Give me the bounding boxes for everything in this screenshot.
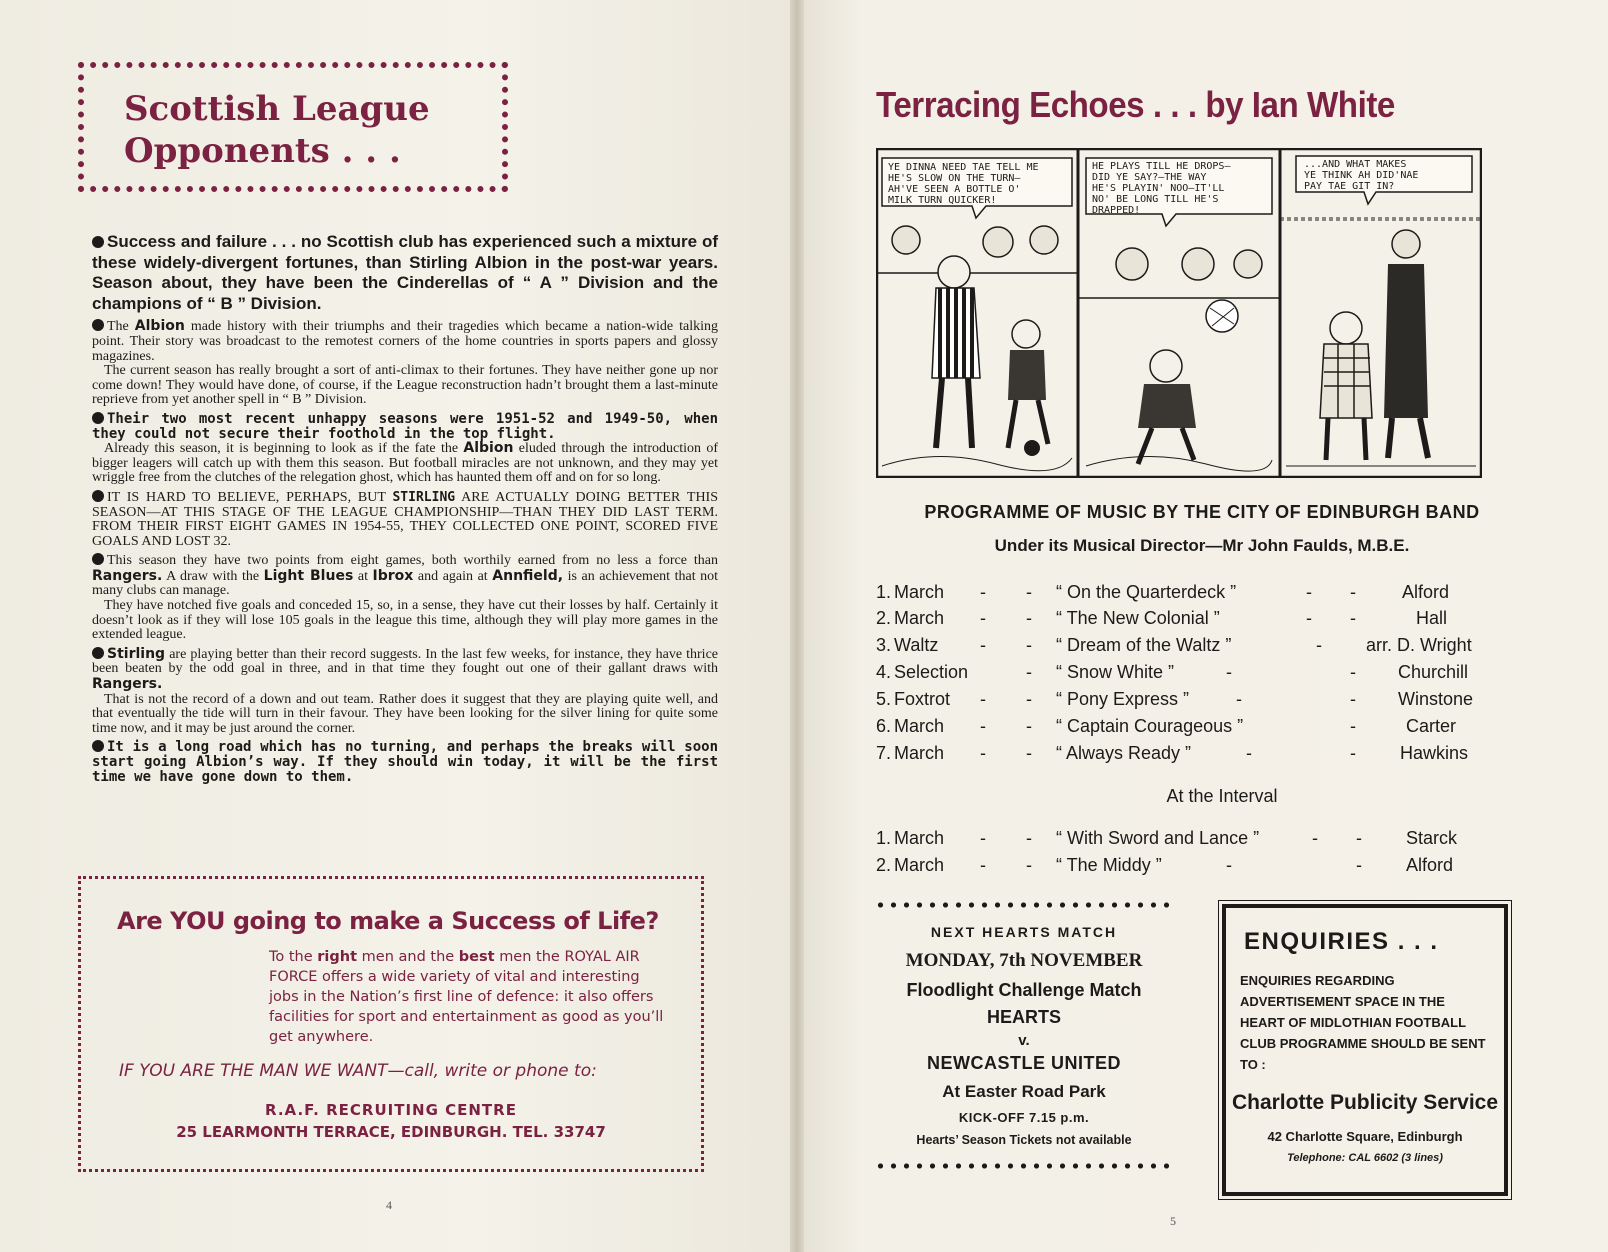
- ornament-divider: [874, 900, 1174, 910]
- company-address: 42 Charlotte Square, Edinburgh: [1267, 1129, 1463, 1144]
- terracing-echoes-title: Terracing Echoes . . . by Ian White: [876, 84, 1395, 125]
- raf-advertisement: [78, 876, 704, 1172]
- publicity-company: Charlotte Publicity Service: [1231, 1091, 1499, 1114]
- stirling-article: [92, 232, 718, 784]
- programme-row: 2. March - - “ The New Colonial ” - - Hall: [876, 608, 1448, 628]
- svg-text:AH'VE SEEN A BOTTLE O': AH'VE SEEN A BOTTLE O': [888, 184, 1021, 195]
- article-paragraph: That is not the record of a down and out team. Rather does it suggest that they are playing quite well, and that eventually the tide will turn in their favour. They have been looking for the silver lining for quite some time now, and it may be just around the corner.: [92, 691, 718, 736]
- article-paragraph: The Albion made history with their triumphs and their tragedies which became a nation-wide talking point. Their story was broadcast to the remotest corners of the home countries in sports papers and glossy magazines.: [92, 318, 719, 364]
- svg-text:HE'S SLOW ON THE TURN—: HE'S SLOW ON THE TURN—: [888, 173, 1021, 184]
- bullet-icon: [92, 647, 104, 659]
- programme-row: 4. Selection - “ Snow White ” - - Churchill: [876, 662, 1469, 682]
- versus: v.: [1018, 1032, 1030, 1049]
- bullet-icon: [92, 740, 104, 752]
- next-match-label: NEXT HEARTS MATCH: [930, 924, 1118, 940]
- football-cartoon: [876, 148, 1482, 478]
- next-match-type: Floodlight Challenge Match: [906, 980, 1142, 1000]
- away-team: NEWCASTLE UNITED: [927, 1053, 1121, 1073]
- season-tickets-note: Hearts’ Season Tickets not available: [916, 1133, 1132, 1147]
- left-page: [0, 0, 796, 1252]
- bullet-icon: [92, 319, 104, 331]
- music-programme-heading: PROGRAMME OF MUSIC BY THE CITY OF EDINBURGH BAND: [924, 502, 1480, 522]
- svg-text:HE PLAYS TILL HE DROPS—: HE PLAYS TILL HE DROPS—: [1092, 161, 1231, 172]
- svg-text:HE'S PLAYIN' NOO—IT'LL: HE'S PLAYIN' NOO—IT'LL: [1092, 183, 1225, 194]
- next-match-date: MONDAY, 7th NOVEMBER: [905, 950, 1143, 971]
- enquiries-title: ENQUIRIES . . .: [1244, 928, 1439, 955]
- article-paragraph-caps: IT IS HARD TO BELIEVE, PERHAPS, BUT STIRLING ARE ACTUALLY DOING BETTER THIS SEASON—AT THIS STAGE OF THE LEAGUE CHAMPIONSHIP—THAN THEY DID LAST TERM. FROM THEIR FIRST EIGHT GAMES IN 1954-55, THEY COLLECTED ONE POINT, SCORED FIVE GOALS AND LOST 32.: [92, 489, 718, 549]
- svg-text:NO' BE LONG TILL HE'S: NO' BE LONG TILL HE'S: [1092, 194, 1219, 205]
- raf-call-to-action: IF YOU ARE THE MAN WE WANT—call, write or phone to:: [119, 1061, 597, 1081]
- enquiries-body: ENQUIRIES REGARDING ADVERTISEMENT SPACE IN THE HEART OF MIDLOTHIAN FOOTBALL CLUB PROGRAMME SHOULD BE SENT TO :: [1240, 973, 1486, 1072]
- page-number: 5: [1170, 1214, 1176, 1228]
- svg-text:...AND WHAT MAKES: ...AND WHAT MAKES: [1304, 159, 1407, 170]
- bullet-icon: [92, 412, 104, 424]
- programme-row: 6. March - - “ Captain Courageous ” - Carter: [876, 716, 1457, 736]
- article-paragraph: This season they have two points from eight games, both worthily earned from no less a force than Rangers. A draw with the Light Blues at Ibrox and again at Annfield, is an achievement that not many clubs can manage.: [92, 553, 719, 599]
- svg-text:PAY TAE GIT IN?: PAY TAE GIT IN?: [1304, 181, 1395, 192]
- title-line-2: Opponents . . .: [124, 131, 401, 171]
- svg-text:YE DINNA NEED TAE TELL ME: YE DINNA NEED TAE TELL ME: [888, 162, 1039, 173]
- interval-row: 1. March - - “ With Sword and Lance ” - - Starck: [876, 828, 1458, 848]
- right-page: [796, 0, 1608, 1252]
- kick-off-time: KICK-OFF 7.15 p.m.: [958, 1110, 1090, 1125]
- book-spine: [790, 0, 804, 1252]
- company-telephone: Telephone: CAL 6602 (3 lines): [1287, 1152, 1443, 1164]
- scottish-league-title-box: [78, 62, 508, 192]
- article-paragraph: The current season has really brought a sort of anti-climax to their fortunes. They have neither gone up nor come down! They would have done, of course, if the League reconstruction hadn’t brought them a last-minute reprieve from yet another spell in “ B ” Division.: [92, 363, 718, 408]
- raf-recruiting-centre: R.A.F. RECRUITING CENTRE: [265, 1101, 517, 1119]
- programme-row: 7. March - - “ Always Ready ” - - Hawkins: [876, 743, 1469, 763]
- article-paragraph: They have notched five goals and conceded 15, so, in a sense, they have cut their losses by half. Certainly it doesn’t look as if they will lose 105 goals in the league this time, although they will play more games in the extended league.: [92, 598, 718, 643]
- article-paragraph: It is a long road which has no turning, and perhaps the breaks will soon start going Albion’s way. If they should win today, it will be the first time we have gone down to them.: [92, 739, 718, 785]
- title-line-1: Scottish League: [124, 89, 430, 129]
- scottish-league-title: [124, 88, 430, 172]
- show-through-text: [560, 60, 569, 99]
- bullet-icon: [92, 490, 104, 502]
- raf-body: To the right men and the best men the ROYAL AIR FORCE offers a wide variety of vital and interesting jobs in the Nation’s first line of defence: it also offers facilities for sport and entertainment as good as you’ll get anywhere.: [269, 949, 664, 1045]
- page-number: 4: [386, 1198, 392, 1212]
- article-paragraph: Their two most recent unhappy seasons were 1951-52 and 1949-50, when they could not secure their foothold in the top flight.: [92, 410, 718, 442]
- article-paragraph: Stirling are playing better than their record suggests. In the last few weeks, for instance, they have thrice been beaten by the odd goal in three, and in that time they fought out one of their gallant draws with Rangers.: [92, 645, 719, 693]
- programme-row: 1. March - - “ On the Quarterdeck ” - - Alford: [876, 582, 1450, 602]
- music-director: Under its Musical Director—Mr John Faulds, M.B.E.: [994, 536, 1410, 555]
- next-match-box: [874, 900, 1174, 1171]
- bullet-icon: [92, 553, 104, 565]
- article-paragraph: Already this season, it is beginning to look as if the fate the Albion eluded through the introduction of bigger leagers will catch up with them this season. But football miracles are not unknown, and they may yet wriggle free from the clutches of the relegation ghost, which has haunted them off and on for so long.: [92, 440, 719, 486]
- programme-row: 3. Waltz - - “ Dream of the Waltz ” - arr. D. Wright: [876, 635, 1472, 655]
- svg-text:DID YE SAY?—THE WAY: DID YE SAY?—THE WAY: [1092, 172, 1207, 183]
- match-venue: At Easter Road Park: [942, 1082, 1106, 1101]
- svg-text:YE THINK AH DID'NAE: YE THINK AH DID'NAE: [1304, 170, 1419, 181]
- article-lead: Success and failure . . . no Scottish club has experienced such a mixture of these widely-divergent fortunes, than Stirling Albion in the post-war years. Season about, they have been the Cinderellas of “ A ” Division and the champions of “ B ” Division.: [92, 232, 718, 313]
- interval-label: At the Interval: [1166, 786, 1278, 806]
- svg-text:DRAPPED!: DRAPPED!: [1092, 205, 1141, 216]
- programme-row: 5. Foxtrot - - “ Pony Express ” - - Winstone: [876, 689, 1474, 709]
- ornament-divider: [874, 1161, 1174, 1171]
- bullet-icon: [92, 236, 104, 248]
- svg-text:MILK TURN QUICKER!: MILK TURN QUICKER!: [888, 195, 997, 206]
- interval-row: 2. March - - “ The Middy ” - - Alford: [876, 855, 1454, 875]
- home-team: HEARTS: [986, 1007, 1061, 1027]
- raf-address: 25 LEARMONTH TERRACE, EDINBURGH. TEL. 33747: [176, 1123, 606, 1141]
- enquiries-box: [1222, 904, 1508, 1196]
- raf-headline: Are YOU going to make a Success of Life?: [117, 907, 659, 935]
